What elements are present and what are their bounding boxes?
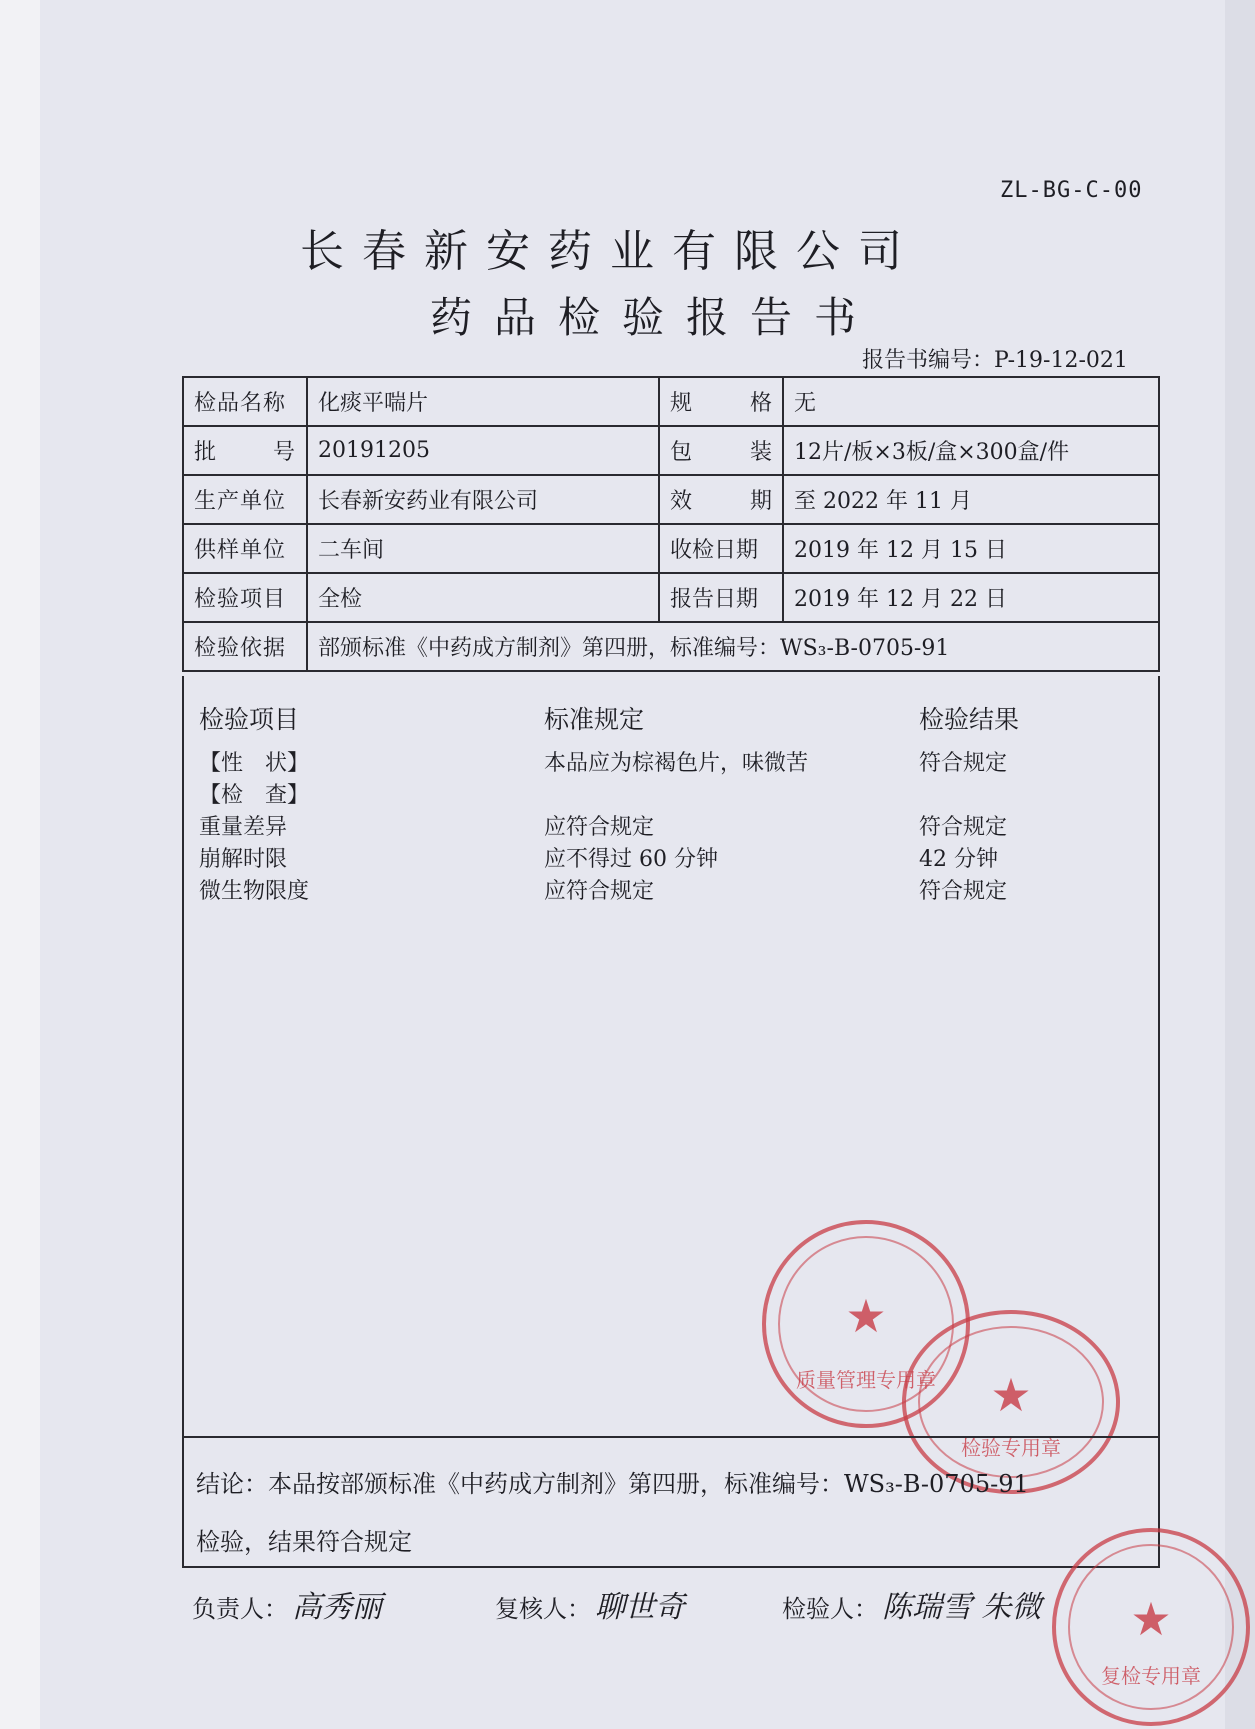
label-char: 格 — [749, 391, 772, 416]
label-char: 效 — [670, 489, 693, 514]
star-icon: ★ — [990, 1367, 1032, 1422]
result-row — [199, 842, 1139, 874]
result-row — [199, 746, 1139, 778]
report-number: 报告书编号：P-19-12-021 — [862, 348, 1128, 373]
result-item: 微生物限度 — [199, 879, 310, 904]
stamp-label: 质量管理专用章 — [796, 1368, 936, 1392]
result-row — [199, 778, 1139, 810]
conclusion-section — [184, 1436, 1158, 1566]
info-row — [183, 475, 1159, 524]
header-result: 检验结果 — [919, 705, 1020, 734]
info-table — [182, 376, 1160, 672]
result-item: 【性 状】 — [199, 751, 310, 776]
info-label: 检验项目 — [183, 573, 307, 622]
info-row — [183, 622, 1159, 671]
info-value: 化痰平喘片 — [307, 377, 659, 426]
signature-inspect — [782, 1582, 1042, 1626]
result-item: 崩解时限 — [199, 847, 288, 872]
result-value: 符合规定 — [919, 815, 1008, 840]
document-code: ZL-BG-C-00 — [1000, 178, 1143, 203]
stamp-label: 检验专用章 — [961, 1436, 1061, 1460]
info-value: 全检 — [307, 573, 659, 622]
stamp-label: 复检专用章 — [1101, 1664, 1201, 1688]
info-label: 供样单位 — [183, 524, 307, 573]
results-list — [199, 700, 1139, 906]
signature-label: 复核人： — [495, 1595, 591, 1623]
result-row — [199, 874, 1139, 906]
result-value: 42 分钟 — [919, 847, 998, 872]
result-standard: 应符合规定 — [544, 815, 655, 840]
info-value: 至 2022 年 11 月 — [783, 475, 1159, 524]
info-value: 二车间 — [307, 524, 659, 573]
info-label: 报告日期 — [659, 573, 783, 622]
signature-name: 聊世奇 — [595, 1590, 685, 1625]
header-item: 检验项目 — [199, 705, 300, 734]
label-char: 装 — [749, 440, 772, 465]
company-name: 长春新安药业有限公司 — [300, 226, 920, 277]
signature-name: 陈瑞雪 朱微 — [882, 1590, 1042, 1625]
label-char: 号 — [272, 440, 296, 465]
signature-label: 检验人： — [782, 1595, 878, 1623]
result-value: 符合规定 — [919, 751, 1008, 776]
info-value: 无 — [783, 377, 1159, 426]
info-value: 2019 年 12 月 15 日 — [783, 524, 1159, 573]
info-row — [183, 524, 1159, 573]
signature-label: 负责人： — [192, 1595, 288, 1623]
info-value: 2019 年 12 月 22 日 — [783, 573, 1159, 622]
results-box — [182, 676, 1160, 1568]
document-title: 药品检验报告书 — [430, 293, 879, 342]
label-char: 规 — [670, 391, 693, 416]
conclusion-line: 检验，结果符合规定 — [196, 1528, 412, 1556]
info-row — [183, 573, 1159, 622]
scan-margin — [0, 0, 40, 1729]
info-label: 检验依据 — [183, 622, 307, 671]
star-icon: ★ — [1130, 1592, 1172, 1647]
info-label — [659, 377, 783, 426]
result-standard: 本品应为棕褐色片，味微苦 — [544, 751, 809, 776]
info-label — [659, 426, 783, 475]
conclusion-line: 结论：本品按部颁标准《中药成方制剂》第四册，标准编号：WS₃-B-0705-91 — [196, 1470, 1029, 1498]
result-standard: 应符合规定 — [544, 879, 655, 904]
info-label: 收检日期 — [659, 524, 783, 573]
info-label: 检品名称 — [183, 377, 307, 426]
info-value: 20191205 — [307, 426, 659, 475]
info-row — [183, 377, 1159, 426]
label-char: 包 — [670, 440, 693, 465]
results-header — [199, 700, 1139, 746]
result-value: 符合规定 — [919, 879, 1008, 904]
header-standard: 标准规定 — [544, 705, 645, 734]
result-row — [199, 810, 1139, 842]
label-char: 批 — [194, 440, 218, 465]
info-label: 生产单位 — [183, 475, 307, 524]
signature-name: 高秀丽 — [292, 1590, 382, 1625]
recheck-stamp — [1052, 1528, 1250, 1726]
info-value: 部颁标准《中药成方制剂》第四册，标准编号：WS₃-B-0705-91 — [307, 622, 1159, 671]
result-item: 重量差异 — [199, 815, 288, 840]
result-standard: 应不得过 60 分钟 — [544, 847, 718, 872]
label-char: 期 — [749, 489, 772, 514]
signature-head — [192, 1582, 382, 1626]
info-value: 12片/板×3板/盒×300盒/件 — [783, 426, 1159, 475]
info-label — [183, 426, 307, 475]
star-icon: ★ — [845, 1289, 887, 1343]
signature-review — [495, 1582, 685, 1626]
info-label — [659, 475, 783, 524]
info-row — [183, 426, 1159, 475]
result-item: 【检 查】 — [199, 783, 310, 808]
info-value: 长春新安药业有限公司 — [307, 475, 659, 524]
